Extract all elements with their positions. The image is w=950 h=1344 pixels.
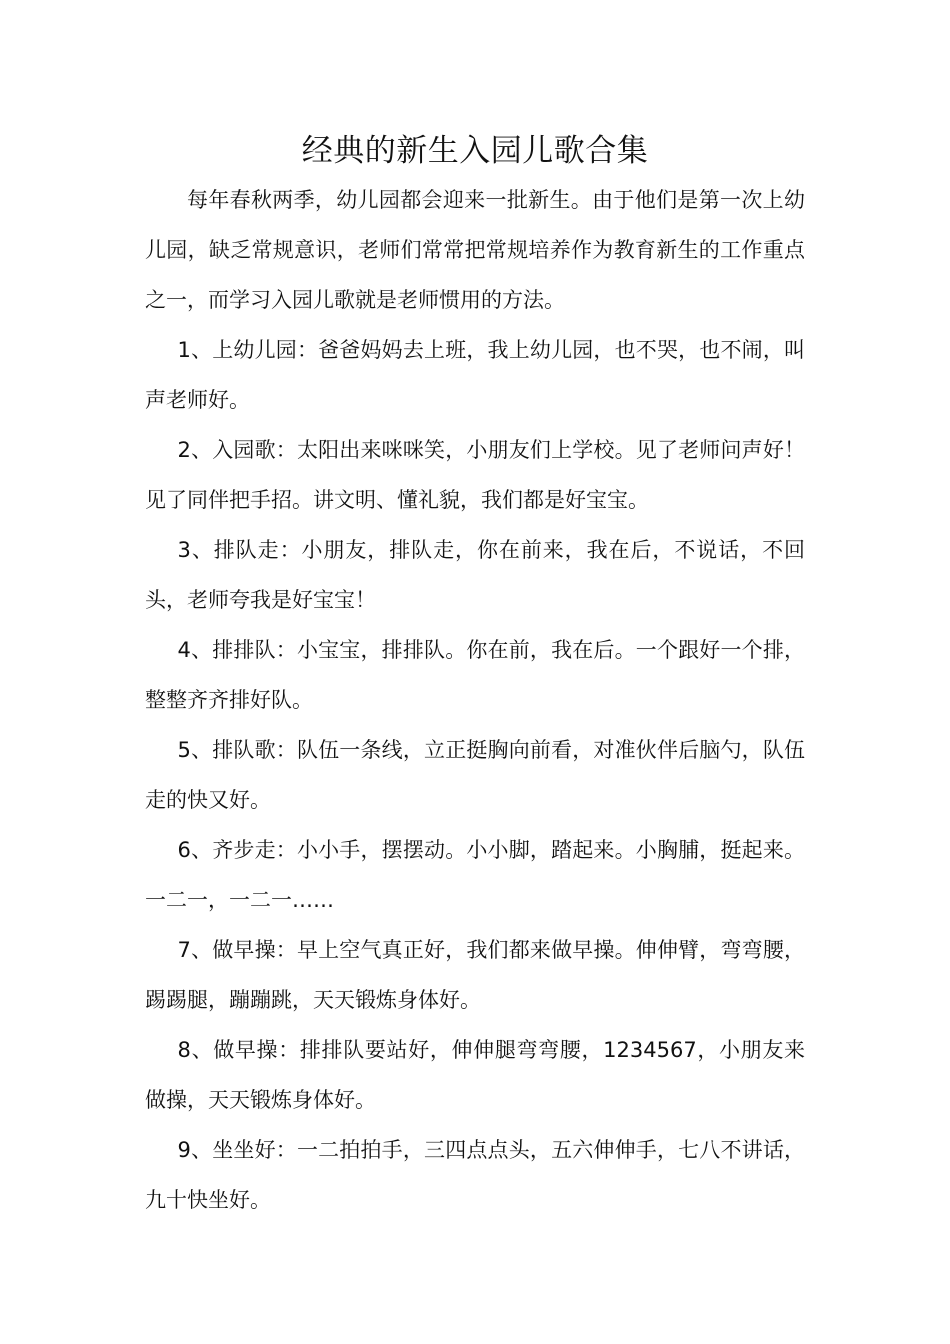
rhyme-item-3: 3、排队走：小朋友，排队走，你在前来，我在后，不说话，不回头，老师夸我是好宝宝！ bbox=[145, 538, 805, 612]
rhyme-item-8: 8、做早操：排排队要站好，伸伸腿弯弯腰，1234567，小朋友来做操，天天锻炼身体好。 bbox=[145, 1038, 805, 1112]
rhyme-item-5: 5、排队歌：队伍一条线，立正挺胸向前看，对准伙伴后脑勺，队伍走的快又好。 bbox=[145, 738, 805, 812]
rhyme-item-1: 1、上幼儿园：爸爸妈妈去上班，我上幼儿园，也不哭，也不闹，叫声老师好。 bbox=[145, 338, 805, 412]
rhyme-item-4: 4、排排队：小宝宝，排排队。你在前，我在后。一个跟好一个排，整整齐齐排好队。 bbox=[145, 638, 805, 712]
rhyme-item-2: 2、入园歌：太阳出来咪咪笑，小朋友们上学校。见了老师问声好！见了同伴把手招。讲文明、懂礼貌，我们都是好宝宝。 bbox=[145, 438, 805, 512]
intro-paragraph: 每年春秋两季，幼儿园都会迎来一批新生。由于他们是第一次上幼儿园，缺乏常规意识，老师们常常把常规培养作为教育新生的工作重点之一，而学习入园儿歌就是老师惯用的方法。 bbox=[145, 188, 805, 312]
rhyme-item-6: 6、齐步走：小小手，摆摆动。小小脚，踏起来。小胸脯，挺起来。一二一，一二一…… bbox=[145, 838, 805, 912]
rhyme-item-7: 7、做早操：早上空气真正好，我们都来做早操。伸伸臂，弯弯腰，踢踢腿，蹦蹦跳，天天锻炼身体好。 bbox=[145, 938, 805, 1012]
document-title: 经典的新生入园儿歌合集 bbox=[301, 133, 649, 169]
rhyme-item-9: 9、坐坐好：一二拍拍手，三四点点头，五六伸伸手，七八不讲话，九十快坐好。 bbox=[145, 1138, 805, 1212]
document-body bbox=[145, 175, 805, 1225]
